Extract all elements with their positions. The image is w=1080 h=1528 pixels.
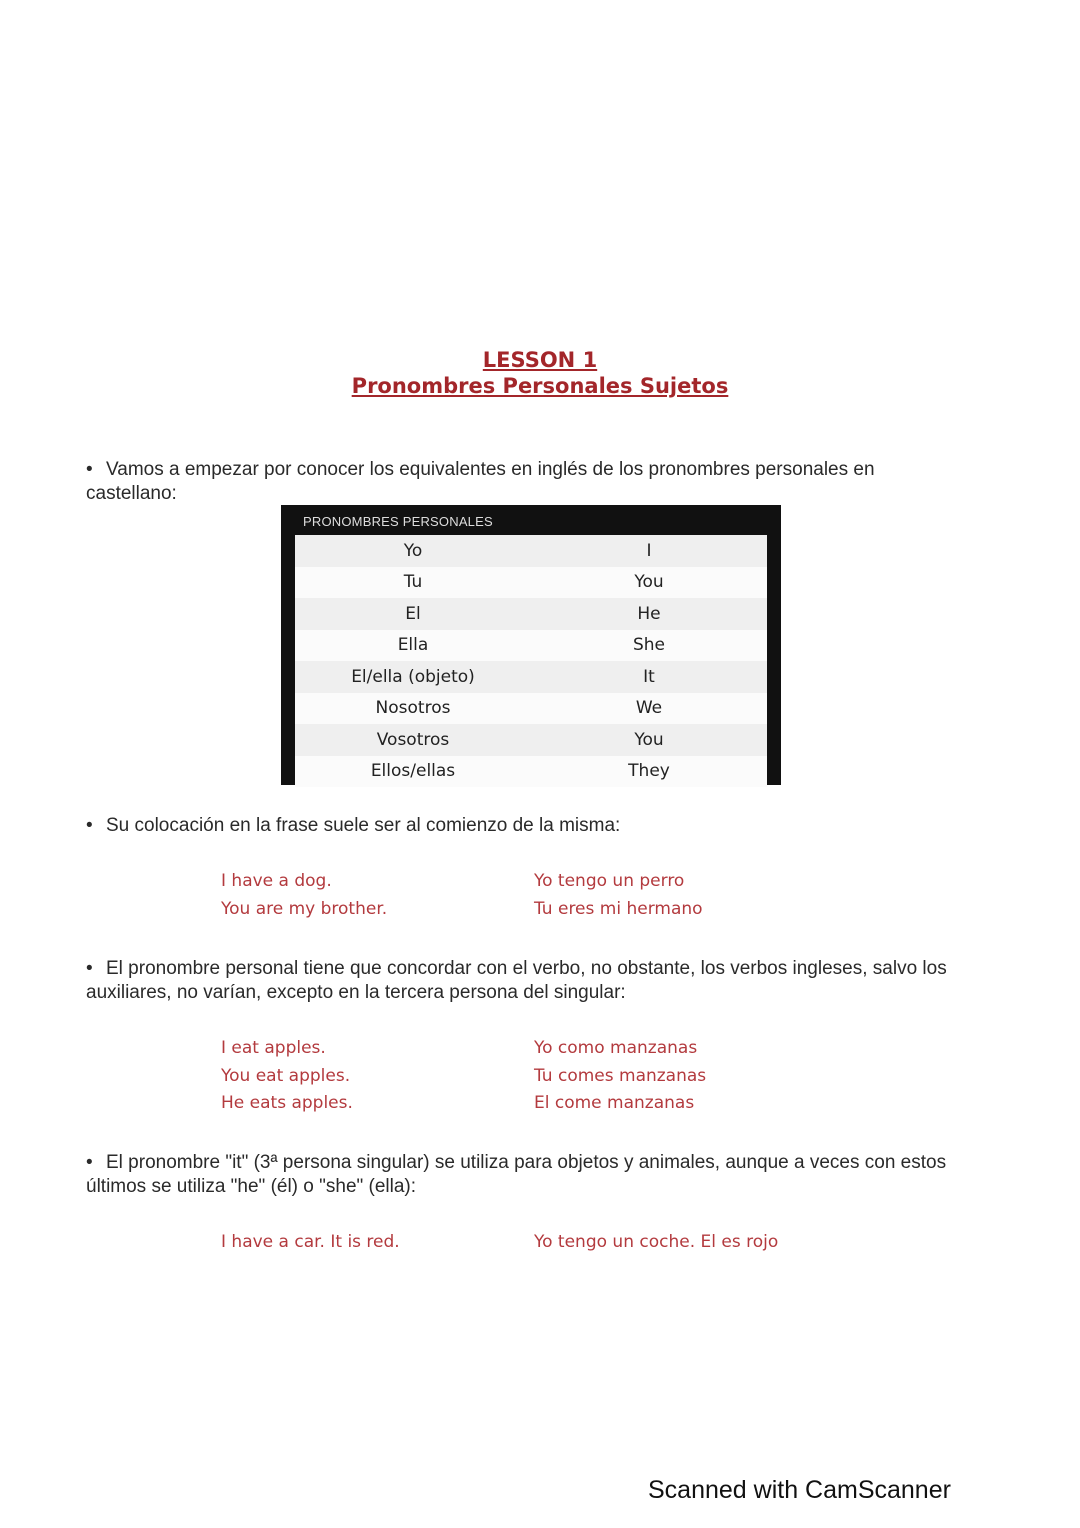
pronoun-table-header: PRONOMBRES PERSONALES [303, 514, 493, 529]
bullet: • [86, 958, 93, 979]
example-english: He eats apples. [221, 1093, 353, 1113]
cell-spanish: Ella [397, 635, 429, 656]
cell-english: I [646, 540, 652, 561]
cell-english: It [643, 666, 655, 687]
table-row [295, 567, 767, 599]
paragraph-agreement: • El pronombre personal tiene que concordar con el verbo, no obstante, los verbos ingleses, salvo los auxiliares, no varían, excepto en la tercera persona del singular: [86, 958, 947, 1003]
example-english: I have a dog. [221, 871, 332, 891]
example-english: I eat apples. [221, 1038, 326, 1058]
examples-english-2 [221, 1035, 353, 1118]
cell-english: They [628, 761, 670, 782]
scanner-watermark: Scanned with CamScanner [648, 1476, 951, 1504]
example-english: You eat apples. [221, 1065, 351, 1086]
cell-english: She [632, 635, 666, 656]
cell-spanish: Tu [403, 572, 423, 593]
example-spanish: Tu eres mi hermano [534, 898, 703, 919]
bullet: • [86, 459, 93, 480]
examples-spanish-1 [534, 868, 703, 923]
cell-spanish: Yo [403, 540, 423, 561]
example-spanish: Yo tengo un coche. El es rojo [534, 1232, 779, 1252]
cell-spanish: Nosotros [375, 698, 451, 719]
cell-english: He [637, 603, 661, 624]
example-spanish: Yo como manzanas [534, 1038, 698, 1058]
examples-spanish-2 [534, 1035, 706, 1118]
pronoun-table [281, 505, 781, 785]
cell-spanish: Vosotros [376, 729, 450, 750]
table-row [295, 661, 767, 693]
example-spanish: Yo tengo un perro [534, 871, 685, 891]
cell-spanish: El/ella (objeto) [351, 666, 475, 687]
lesson-subtitle: Pronombres Personales Sujetos [351, 374, 729, 398]
cell-english: We [635, 698, 663, 719]
example-spanish: El come manzanas [534, 1093, 695, 1113]
cell-english: You [634, 572, 664, 593]
example-english: I have a car. It is red. [221, 1232, 400, 1252]
bullet: • [86, 1152, 93, 1173]
examples-spanish-3 [534, 1229, 778, 1257]
cell-spanish: Ellos/ellas [370, 761, 456, 782]
example-spanish: Tu comes manzanas [534, 1065, 707, 1086]
examples-english-3 [221, 1229, 400, 1257]
table-row [295, 535, 767, 567]
cell-english: You [634, 729, 664, 750]
lesson-title: LESSON 1 [482, 348, 598, 372]
table-row [295, 693, 767, 725]
pronoun-table-body [295, 535, 767, 787]
cell-spanish: El [405, 603, 421, 624]
paragraph-it-pronoun: • El pronombre "it" (3ª persona singular) se utiliza para objetos y animales, aunque a veces con estos últimos se utiliza "he" (él) o "she" (ella): [86, 1152, 947, 1197]
example-english: You are my brother. [221, 898, 388, 919]
paragraph-placement: • Su colocación en la frase suele ser al comienzo de la misma: [86, 815, 621, 836]
table-row [295, 724, 767, 756]
examples-english-1 [221, 868, 387, 923]
paragraph-intro: • Vamos a empezar por conocer los equivalentes en inglés de los pronombres personales en castellano: [86, 459, 875, 504]
table-row [295, 756, 767, 788]
bullet: • [86, 815, 93, 836]
table-row [295, 630, 767, 662]
table-row [295, 598, 767, 630]
